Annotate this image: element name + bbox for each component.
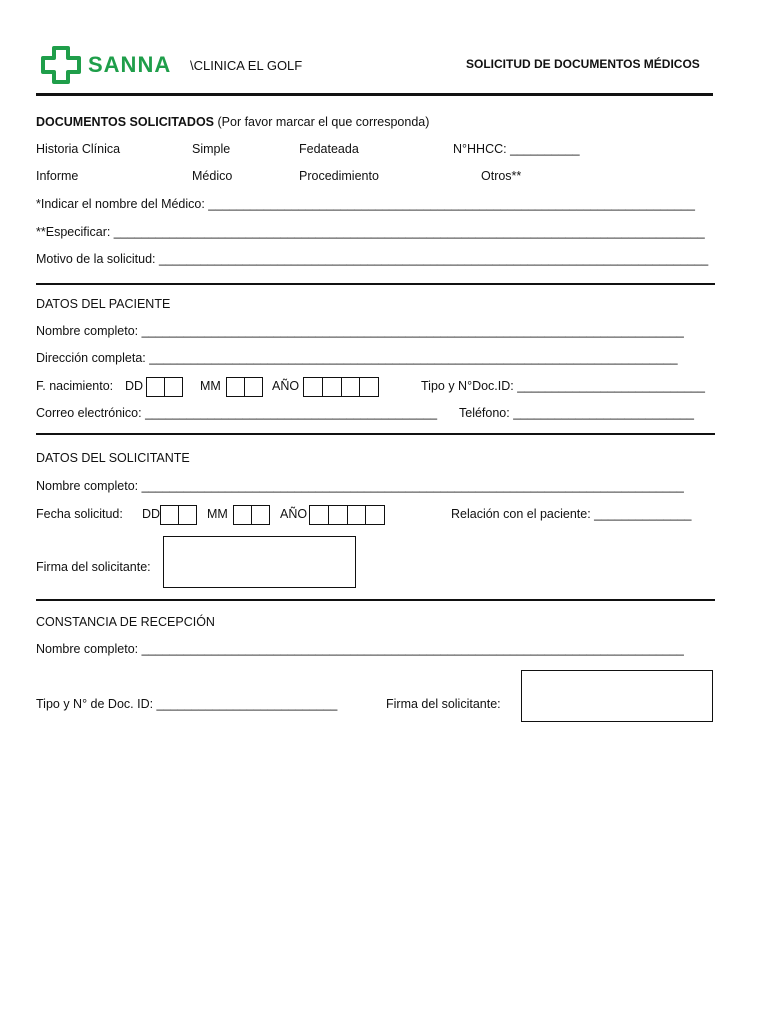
- recepcion-firma-label: Firma del solicitante:: [386, 697, 501, 711]
- dd-label: DD: [142, 507, 161, 521]
- section-divider: [36, 283, 715, 285]
- option-historia-clinica[interactable]: Historia Clínica: [36, 142, 121, 156]
- especificar-field[interactable]: **Especificar: _____________________________________________________________________________________: [36, 225, 705, 239]
- correo-field[interactable]: Correo electrónico: __________________________________________: [36, 406, 438, 420]
- mm-label: MM: [207, 507, 228, 521]
- request-day-boxes[interactable]: [160, 505, 197, 525]
- nhhcc-field[interactable]: N°HHCC: __________: [453, 142, 580, 156]
- mm-label: MM: [200, 379, 221, 393]
- documentos-heading-note: (Por favor marcar el que corresponda): [217, 115, 430, 129]
- f-nacimiento-label: F. nacimiento:: [36, 379, 114, 393]
- recepcion-firma-box[interactable]: [521, 670, 713, 722]
- dd-label: DD: [125, 379, 144, 393]
- paciente-direccion-field[interactable]: Dirección completa: ____________________________________________________________________________: [36, 351, 678, 365]
- recepcion-nombre-field[interactable]: Nombre completo: ______________________________________________________________________________: [36, 642, 684, 656]
- relacion-field[interactable]: Relación con el paciente: ______________: [451, 507, 692, 521]
- recepcion-tipo-doc-field[interactable]: Tipo y N° de Doc. ID: __________________________: [36, 697, 338, 711]
- brand-name: SANNA: [88, 52, 172, 77]
- indicar-medico-field[interactable]: *Indicar el nombre del Médico: ______________________________________________________________________: [36, 197, 695, 211]
- anio-label: AÑO: [272, 379, 300, 393]
- option-informe[interactable]: Informe: [36, 169, 79, 183]
- birth-day-boxes[interactable]: [146, 377, 183, 397]
- request-month-boxes[interactable]: [233, 505, 270, 525]
- paciente-nombre-field[interactable]: Nombre completo: ______________________________________________________________________________: [36, 324, 684, 338]
- option-simple[interactable]: Simple: [192, 142, 231, 156]
- paciente-tipo-doc-field[interactable]: Tipo y N°Doc.ID: ___________________________: [421, 379, 705, 393]
- option-fedateada[interactable]: Fedateada: [299, 142, 359, 156]
- request-year-boxes[interactable]: [309, 505, 385, 525]
- solicitante-heading: DATOS DEL SOLICITANTE: [36, 451, 190, 465]
- paciente-heading: DATOS DEL PACIENTE: [36, 297, 171, 311]
- solicitante-nombre-field[interactable]: Nombre completo: ______________________________________________________________________________: [36, 479, 684, 493]
- section-divider: [36, 599, 715, 601]
- recepcion-heading: CONSTANCIA DE RECEPCIÓN: [36, 615, 215, 629]
- section-divider: [36, 433, 715, 435]
- header-divider: [36, 93, 713, 96]
- fecha-solicitud-label: Fecha solicitud:: [36, 507, 123, 521]
- option-otros[interactable]: Otros**: [481, 169, 522, 183]
- firma-solicitante-box[interactable]: [163, 536, 356, 588]
- clinic-name: \CLINICA EL GOLF: [190, 58, 303, 73]
- motivo-field[interactable]: Motivo de la solicitud: _______________________________________________________________________________: [36, 252, 709, 266]
- option-procedimiento[interactable]: Procedimiento: [299, 169, 379, 183]
- birth-month-boxes[interactable]: [226, 377, 263, 397]
- cross-logo-icon: [40, 45, 82, 85]
- birth-year-boxes[interactable]: [303, 377, 379, 397]
- anio-label: AÑO: [280, 507, 308, 521]
- documentos-heading: DOCUMENTOS SOLICITADOS: [36, 115, 215, 129]
- telefono-field[interactable]: Teléfono: __________________________: [459, 406, 694, 420]
- firma-solicitante-label: Firma del solicitante:: [36, 560, 151, 574]
- documentos-heading-row: [36, 115, 429, 129]
- option-medico[interactable]: Médico: [192, 169, 233, 183]
- form-title: SOLICITUD DE DOCUMENTOS MÉDICOS: [466, 57, 700, 71]
